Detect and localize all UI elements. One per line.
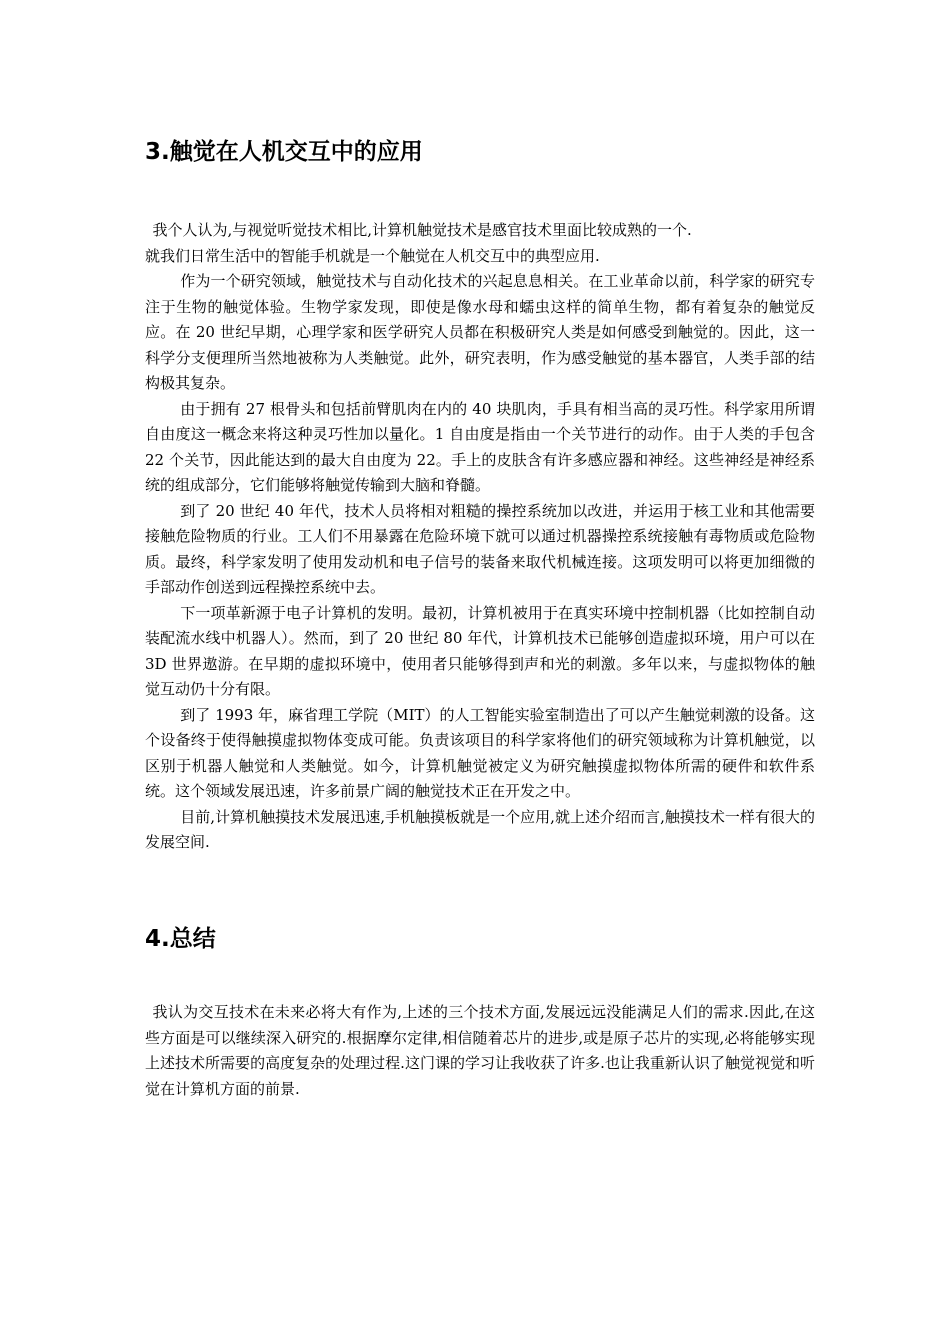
section-4-body bbox=[145, 1000, 815, 1102]
paragraph: 目前,计算机触摸技术发展迅速,手机触摸板就是一个应用,就上述介绍而言,触摸技术一样有很大的发展空间. bbox=[145, 807, 815, 851]
paragraph: 下一项革新源于电子计算机的发明。最初，计算机被用于在真实环境中控制机器（比如控制自动装配流水线中机器人）。然而，到了 20 世纪 80 年代，计算机技术已能够创造虚拟环境，用户可以在 3D 世界遨游。在早期的虚拟环境中，使用者只能够得到声和光的刺激。多年以来，与虚拟物体的触觉互动仍十分有限。 bbox=[145, 603, 815, 698]
paragraph: 到了 20 世纪 40 年代，技术人员将相对粗糙的操控系统加以改进，并运用于核工业和其他需要接触危险物质的行业。工人们不用暴露在危险环境下就可以通过机器操控系统接触有毒物质或危险物质。最终，科学家发明了使用发动机和电子信号的装备来取代机械连接。这项发明可以将更加细微的手部动作创送到远程操控系统中去。 bbox=[145, 501, 815, 596]
paragraph: 我认为交互技术在未来必将大有作为,上述的三个技术方面,发展远远没能满足人们的需求.因此,在这些方面是可以继续深入研究的.根据摩尔定律,相信随着芯片的进步,或是原子芯片的实现,必将能够实现上述技术所需要的高度复杂的处理过程.这门课的学习让我收获了许多.也让我重新认识了触觉视觉和听觉在计算机方面的前景. bbox=[145, 1003, 815, 1098]
section-3-body bbox=[145, 218, 815, 856]
paragraph: 由于拥有 27 根骨头和包括前臂肌肉在内的 40 块肌肉，手具有相当高的灵巧性。科学家用所谓自由度这一概念来将这种灵巧性加以量化。1 自由度是指由一个关节进行的动作。由于人类的手包含 22 个关节，因此能达到的最大自由度为 22。手上的皮肤含有许多感应器和神经。这些神经是神经系统的组成部分，它们能够将触觉传输到大脑和脊髓。 bbox=[145, 399, 815, 494]
paragraph: 到了 1993 年，麻省理工学院（MIT）的人工智能实验室制造出了可以产生触觉刺激的设备。这个设备终于使得触摸虚拟物体变成可能。负责该项目的科学家将他们的研究领域称为计算机触觉，以区别于机器人触觉和人类触觉。如今，计算机触觉被定义为研究触摸虚拟物体所需的硬件和软件系统。这个领域发展迅速，许多前景广阔的触觉技术正在开发之中。 bbox=[145, 705, 815, 800]
section-4-heading: 4.总结 bbox=[145, 926, 216, 952]
section-3-heading: 3.触觉在人机交互中的应用 bbox=[145, 139, 423, 165]
paragraph: 作为一个研究领域，触觉技术与自动化技术的兴起息息相关。在工业革命以前，科学家的研究专注于生物的触觉体验。生物学家发现，即使是像水母和蠕虫这样的简单生物，都有着复杂的触觉反应。在 20 世纪早期，心理学家和医学研究人员都在积极研究人类是如何感受到触觉的。因此，这一科学分支便理所当然地被称为人类触觉。此外，研究表明，作为感受触觉的基本器官，人类手部的结构极其复杂。 bbox=[145, 272, 815, 392]
paragraph: 我个人认为,与视觉听觉技术相比,计算机触觉技术是感官技术里面比较成熟的一个. bbox=[152, 221, 692, 239]
paragraph: 就我们日常生活中的智能手机就是一个触觉在人机交互中的典型应用. bbox=[145, 246, 600, 265]
